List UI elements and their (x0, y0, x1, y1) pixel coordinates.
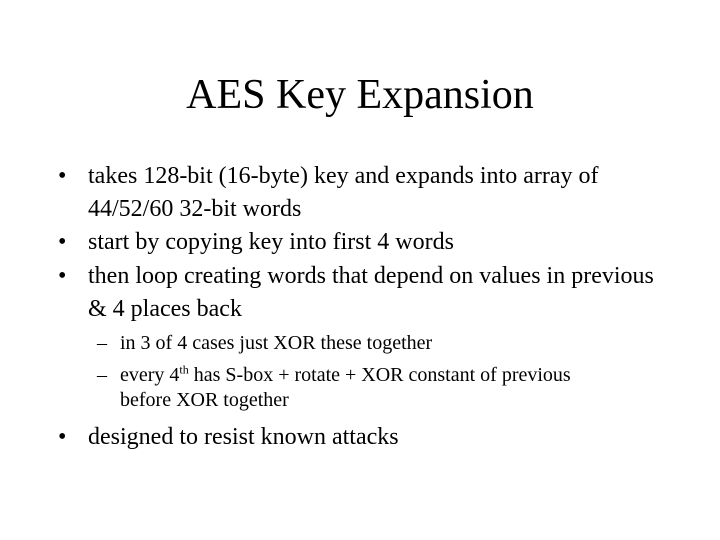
sub-bullet-text (120, 363, 617, 413)
bullet-item (58, 421, 668, 454)
sub-bullet-item (97, 363, 617, 413)
bullet-item (58, 226, 668, 259)
bullet-marker: • (58, 163, 67, 189)
bullet-marker: • (58, 229, 67, 255)
bullet-text: then loop creating words that depend on values in previous & 4 places back (88, 263, 654, 322)
sub-bullet-text: in 3 of 4 cases just XOR these together (120, 332, 433, 354)
slide-title: AES Key Expansion (186, 72, 534, 118)
dash-marker: – (97, 332, 107, 354)
sub-bullet-suffix: has S-box + rotate + XOR constant of previous before XOR together (120, 364, 571, 411)
bullet-text: start by copying key into first 4 words (88, 229, 454, 255)
bullet-marker: • (58, 424, 67, 450)
bullet-text: designed to resist known attacks (88, 424, 399, 450)
sub-bullet-item (97, 331, 617, 356)
bullet-item (58, 160, 668, 226)
bullet-text: takes 128-bit (16-byte) key and expands into array of 44/52/60 32-bit words (88, 163, 599, 222)
bullet-item (58, 260, 668, 326)
dash-marker: – (97, 364, 107, 386)
bullet-marker: • (58, 263, 67, 289)
ordinal-suffix: th (179, 362, 189, 377)
sub-bullet-prefix: every 4 (120, 364, 180, 386)
